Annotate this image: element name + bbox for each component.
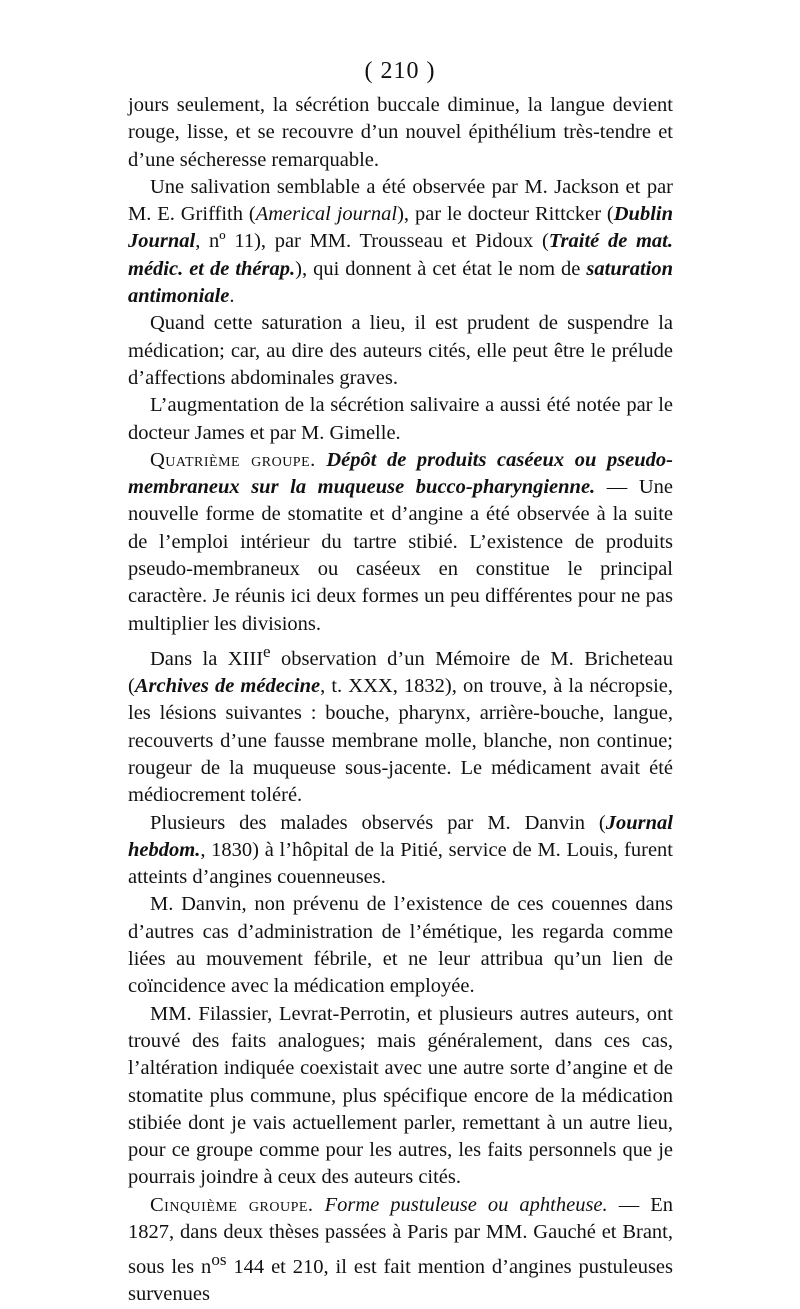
text-run: . [229,285,235,308]
paragraph: L’augmentation de la sécrétion salivaire a aussi été notée par le docteur James et par M. Gimelle. [128,394,673,444]
text-run: — Une nouvelle forme de stomatite et d’angine a été observée à la suite de l’emploi intérieur du tartre stibié. L’existence de produits pseudo-membraneux ou caséeux en constitue le principal caractère. Je réunis ici deux formes un peu différentes pour ne pas multiplier les divisions. [128,476,673,635]
text-run: ), par le docteur Rittcker ( [397,203,614,226]
text-run: ), qui donnent à cet état le nom de [295,257,587,280]
paragraph: M. Danvin, non prévenu de l’existence de ces couennes dans d’autres cas d’administration de l’émétique, les regarda comme liées au mouvement fébrile, et ne leur attribua qu’un lien de coïncidence avec la médication employée. [128,893,673,998]
section-heading: Cinquième groupe. [150,1193,314,1216]
text-run: , nº 11), par MM. Trousseau et Pidoux ( [195,230,549,253]
paragraph [128,810,673,892]
paragraph: jours seulement, la sécrétion buccale diminue, la langue devient rouge, lisse, et se recouvre d’un nouvel épithélium très-tendre et d’une sécheresse remarquable. [128,94,673,171]
body-text [128,92,673,1309]
superscript: e [263,641,271,661]
text-run: — En 1827, dans deux thèses passées à Paris par MM. Gauché et Brant, sous les n [128,1193,674,1279]
text-run: Une salivation semblable a été observée par M. Jackson et par M. E. Griffith ( [128,175,673,226]
text-run: , t. XXX, 1832), on trouve, à la nécropsie, les lésions suivantes : bouche, pharynx, arrière-bouche, langue, recouverts d’une fausse membrane molle, blanche, non continue; rougeur de la muqueuse sous-jacente. Le médicament avait été médiocrement toléré. [128,675,673,807]
paragraph [128,447,673,638]
citation-title: Americal journal [255,203,398,226]
citation-title: Dublin Journal [128,203,673,253]
citation-title: Journal hebdom. [128,811,673,861]
superscript: os [211,1250,227,1270]
page-number: ( 210 ) [364,58,436,84]
text-run: 144 et 210, il est fait mention d’angines pustuleuses survenues [128,1256,673,1306]
text-run: Dans la XIII [150,647,264,670]
citation-title: Archives de médecine [134,675,321,698]
paragraph [128,174,673,310]
section-title: Forme pustuleuse ou aphtheuse. [324,1193,608,1216]
paragraph [128,1192,673,1309]
paragraph: Quand cette saturation a lieu, il est prudent de suspendre la médication; car, au dire des auteurs cités, elle peut être le prélude d’affections abdominales graves. [128,312,673,389]
section-title: Dépôt de produits caséeux ou pseudo-membraneux sur la muqueuse bucco-pharyngienne. [128,448,674,499]
paragraph [128,638,673,810]
section-heading: Quatrième groupe. [150,448,316,471]
text-run: observation d’un Mémoire de M. Bricheteau ( [128,647,673,698]
text-run: , 1830) à l’hôpital de la Pitié, service de M. Louis, furent atteints d’angines couenneuses. [128,838,673,889]
text-run: Plusieurs des malades observés par M. Danvin ( [150,811,606,834]
paragraph: MM. Filassier, Levrat-Perrotin, et plusieurs autres auteurs, ont trouvé des faits analogues; mais généralement, dans ces cas, l’altération indiquée coexistait avec une autre sorte d’angine et de stomatite plus commune, plus spécifique encore de la médication stibiée dont je vais actuellement parler, remettant à un autre lieu, pour ce groupe comme pour les autres, les faits personnels que je pourrais joindre à ceux des auteurs cités. [128,1002,673,1189]
emphasized-term: saturation antimoniale [128,257,673,308]
citation-title: Traité de mat. médic. et de thérap. [128,230,673,280]
